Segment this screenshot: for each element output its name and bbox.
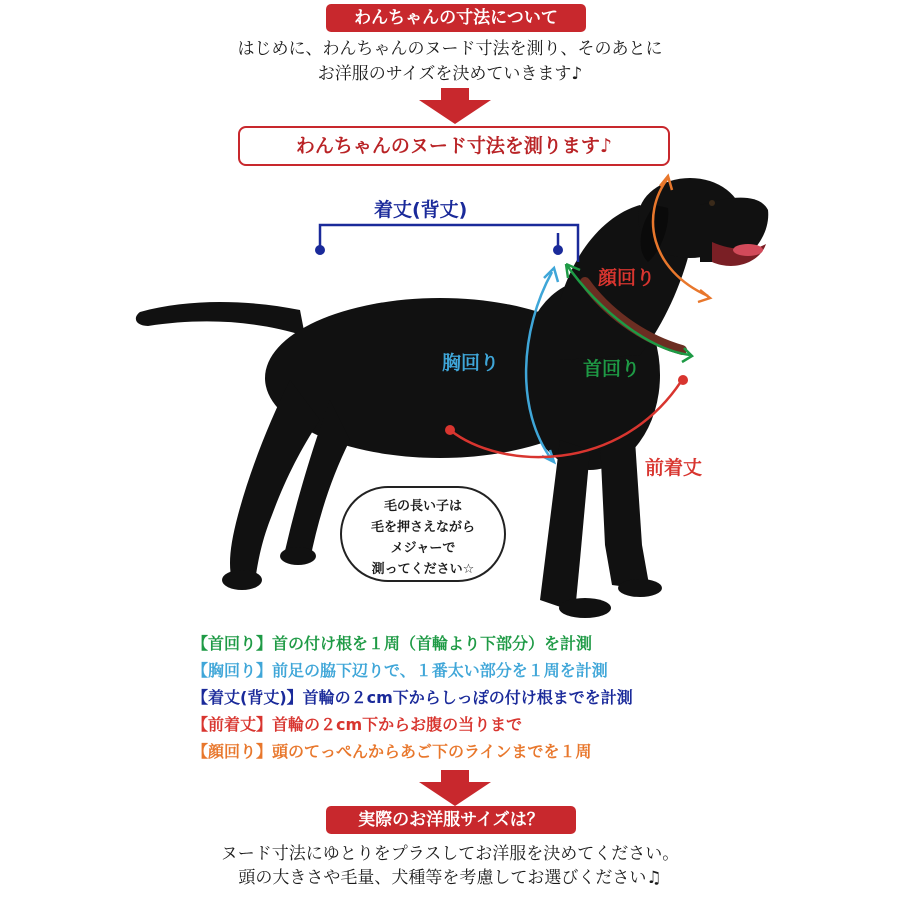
measurement-front-length-desc: 首輪の２cm下からお腹の当りまで [272, 715, 523, 734]
front-end-dot [678, 375, 688, 385]
measurement-front-length [192, 712, 522, 737]
label-neck: 首回り [583, 358, 641, 380]
measurement-neck [192, 631, 592, 656]
measurement-back-length [192, 685, 633, 710]
label-face: 顔回り [598, 267, 656, 289]
intro-line-1: はじめに、わんちゃんのヌード寸法を測り、そのあとに [237, 39, 663, 59]
measurement-back-length-desc: 首輪の２cm下からしっぽの付け根までを計測 [302, 688, 633, 707]
header-banner: わんちゃんの寸法について [326, 4, 586, 32]
down-arrow-icon-2 [419, 770, 491, 806]
measurement-neck-desc: 首の付け根を１周（首輪より下部分）を計測 [272, 634, 593, 653]
tongue-icon [733, 244, 763, 256]
eye-icon [709, 200, 715, 206]
step1-title: わんちゃんのヌード寸法を測ります♪ [238, 126, 670, 166]
measurement-chest-desc: 前足の脇下辺りで、１番太い部分を１周を計測 [272, 661, 608, 680]
bubble-line-2: 毛を押さえながら [370, 520, 475, 535]
tip-bubble [340, 486, 506, 582]
measurement-face-desc: 頭のてっぺんからあご下のラインまでを１周 [272, 742, 592, 761]
measurement-back-length-tag: 【着丈(背丈)】 [192, 688, 303, 707]
measurement-front-length-tag: 【前着丈】 [192, 715, 273, 734]
footer-line-2: 頭の大きさや毛量、犬種等を考慮してお選びください♫ [238, 868, 662, 888]
bubble-line-4: 測ってください☆ [371, 562, 475, 577]
intro-line-2: お洋服のサイズを決めていきます♪ [317, 64, 583, 84]
bubble-line-3: メジャーで [390, 541, 456, 556]
label-front-length: 前着丈 [645, 457, 703, 479]
bubble-line-1: 毛の長い子は [383, 499, 462, 514]
label-chest: 胸回り [442, 352, 500, 374]
measurement-chest [192, 658, 608, 683]
footer-banner: 実際のお洋服サイズは？ [326, 806, 576, 834]
measurement-face [192, 739, 592, 764]
back-start-dot [315, 245, 325, 255]
footer-line-1: ヌード寸法にゆとりをプラスしてお洋服を決めてください。 [220, 844, 680, 864]
down-arrow-icon [419, 88, 491, 124]
back-end-dot [553, 245, 563, 255]
measurement-face-tag: 【顔回り】 [192, 742, 273, 761]
back-length-line [320, 225, 578, 262]
label-back-length: 着丈(背丈) [374, 199, 468, 221]
front-start-dot [445, 425, 455, 435]
measurement-chest-tag: 【胸回り】 [192, 661, 273, 680]
measurement-neck-tag: 【首回り】 [192, 634, 273, 653]
